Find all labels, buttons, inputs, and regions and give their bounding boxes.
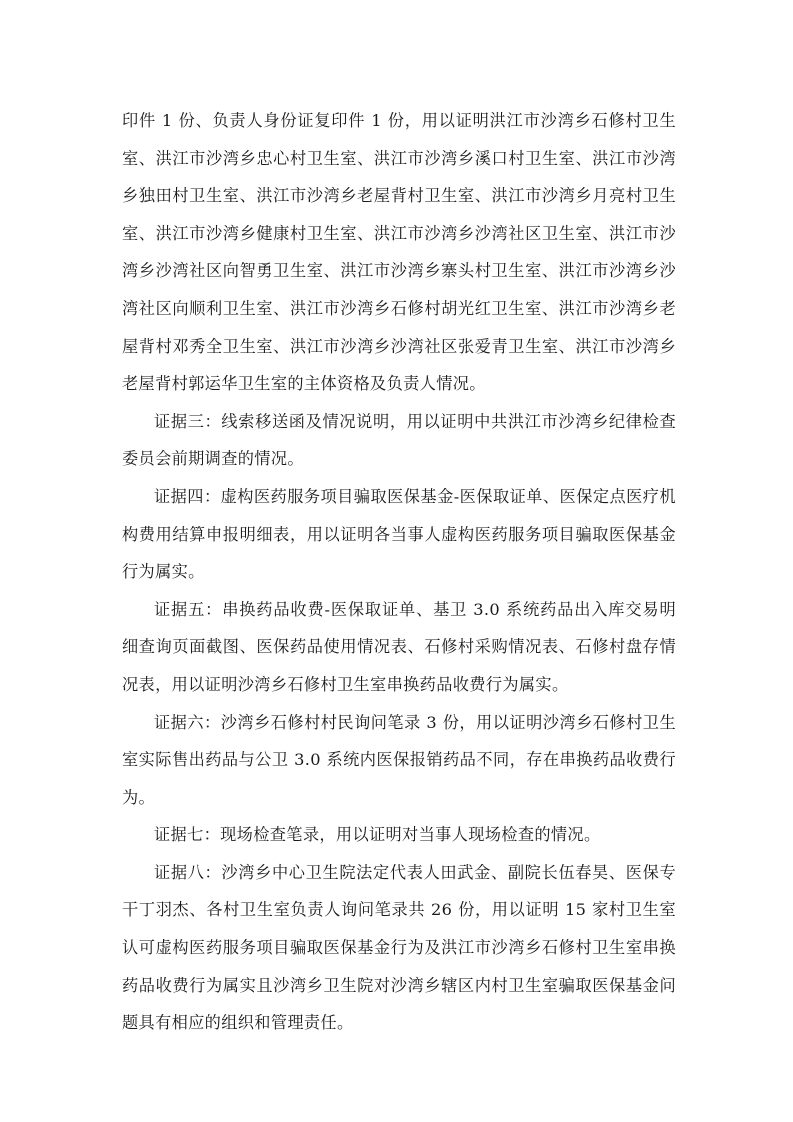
document-body — [122, 102, 676, 1042]
evidence-8-paragraph: 证据八：沙湾乡中心卫生院法定代表人田武金、副院长伍春昊、医保专干丁羽杰、各村卫生室负责人询问笔录共 26 份，用以证明 15 家村卫生室认可虚构医药服务项目骗取医保基金行为及洪江市沙湾乡石修村卫生室串换药品收费行为属实且沙湾乡卫生院对沙湾乡辖区内村卫生室骗取医保基金问题具有相应的组织和管理责任。 — [122, 862, 676, 1033]
evidence-4-paragraph: 证据四：虚构医药服务项目骗取医保基金-医保取证单、医保定点医疗机构费用结算申报明细表，用以证明各当事人虚构医药服务项目骗取医保基金行为属实。 — [122, 486, 676, 582]
evidence-3-paragraph: 证据三：线索移送函及情况说明，用以证明中共洪江市沙湾乡纪律检查委员会前期调查的情况。 — [122, 411, 676, 469]
evidence-6-paragraph: 证据六：沙湾乡石修村村民询问笔录 3 份，用以证明沙湾乡石修村卫生室实际售出药品与公卫 3.0 系统内医保报销药品不同，存在串换药品收费行为。 — [122, 712, 676, 807]
evidence-list-continuation: 印件 1 份、负责人身份证复印件 1 份，用以证明洪江市沙湾乡石修村卫生室、洪江市沙湾乡忠心村卫生室、洪江市沙湾乡溪口村卫生室、洪江市沙湾乡独田村卫生室、洪江市沙湾乡老屋背村卫生室、洪江市沙湾乡月亮村卫生室、洪江市沙湾乡健康村卫生室、洪江市沙湾乡沙湾社区卫生室、洪江市沙湾乡沙湾社区向智勇卫生室、洪江市沙湾乡寨头村卫生室、洪江市沙湾乡沙湾社区向顺利卫生室、洪江市沙湾乡石修村胡光红卫生室、洪江市沙湾乡老屋背村邓秀全卫生室、洪江市沙湾乡沙湾社区张爱青卫生室、洪江市沙湾乡老屋背村郭运华卫生室的主体资格及负责人情况。 — [122, 111, 676, 394]
evidence-5-paragraph: 证据五：串换药品收费-医保取证单、基卫 3.0 系统药品出入库交易明细查询页面截图、医保药品使用情况表、石修村采购情况表、石修村盘存情况表，用以证明沙湾乡石修村卫生室串换药品收费行为属实。 — [122, 599, 676, 694]
evidence-7-paragraph: 证据七：现场检查笔录，用以证明对当事人现场检查的情况。 — [154, 825, 601, 845]
